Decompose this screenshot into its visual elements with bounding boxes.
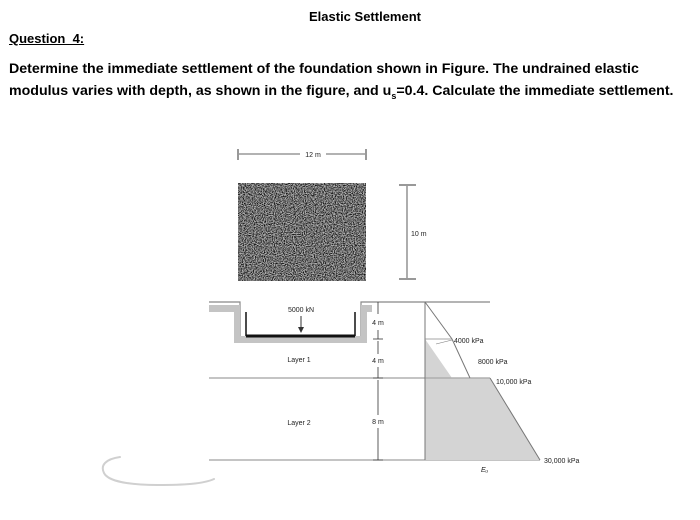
layer1-thickness-label: 4 m: [372, 358, 384, 365]
load-label: 5000 kN: [287, 307, 315, 314]
modulus-value-2: 8000 kPa: [478, 359, 508, 366]
layer1-label: Layer 1: [287, 357, 311, 364]
modulus-profile: [425, 302, 580, 474]
layer2-thickness-label: 8 m: [372, 419, 384, 426]
problem-text-after: =0.4. Calculate the immediate settlement.: [396, 83, 674, 99]
ground-section: [209, 302, 490, 343]
modulus-value-4: 30,000 kPa: [544, 458, 580, 465]
plan-depth-dimension: [399, 185, 427, 279]
modulus-axis-label: Eᵤ: [481, 467, 489, 474]
plan-width-label: 12 m: [305, 152, 321, 159]
foundation-plan-view: [238, 183, 366, 281]
embedment-label: 4 m: [372, 320, 384, 327]
pen-scribble: [98, 455, 218, 495]
layer2-label: Layer 2: [287, 420, 311, 427]
plan-width-dimension: [238, 149, 366, 160]
problem-subscript: s: [391, 90, 397, 101]
modulus-value-1: 4000 kPa: [454, 338, 484, 345]
document-title: Elastic Settlement: [309, 9, 421, 24]
modulus-value-3: 10,000 kPa: [496, 379, 532, 386]
problem-text-before: Determine the immediate settlement of the foundation shown in Figure. The undrained elastic modulus varies with depth, as shown in the figure, and u: [9, 61, 639, 99]
load-arrow: [288, 307, 314, 333]
plan-depth-label: 10 m: [411, 231, 427, 238]
depth-dimensions: [372, 302, 384, 460]
question-label: Question_4:: [9, 31, 85, 46]
